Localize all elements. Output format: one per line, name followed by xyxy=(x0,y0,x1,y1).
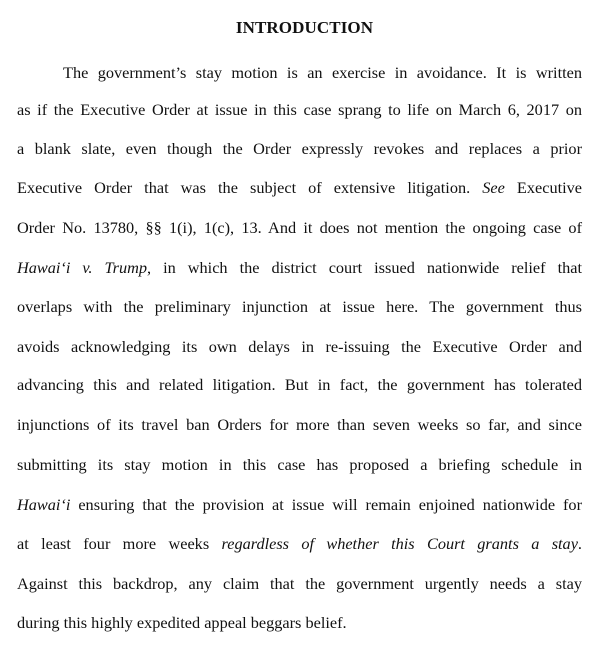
text-line-15 xyxy=(17,613,582,633)
text-segment: Executive Order that was the subject of extensive litigation. xyxy=(17,178,483,197)
text-segment: during this highly expedited appeal beggars belief. xyxy=(17,613,347,632)
italic-text: Hawai‘i v. Trump xyxy=(17,258,148,277)
text-line-6 xyxy=(17,258,582,278)
text-line-8 xyxy=(17,337,582,357)
italic-text: See xyxy=(482,178,505,197)
text-segment: injunctions of its travel ban Orders for more than seven weeks so far, and since xyxy=(17,415,582,434)
italic-text: Hawai‘i xyxy=(17,495,71,514)
text-line-14 xyxy=(17,574,582,594)
text-segment: at least four more weeks xyxy=(17,534,222,553)
text-line-3 xyxy=(17,139,582,159)
text-line-2 xyxy=(17,100,582,120)
text-segment: Order No. 13780, §§ 1(i), 1(c), 13. And it does not mention the ongoing case of xyxy=(17,218,582,237)
text-segment: . xyxy=(577,534,582,553)
text-segment: overlaps with the preliminary injunction at issue here. The government thus xyxy=(17,297,582,316)
text-segment: Executive xyxy=(504,178,582,197)
text-segment: a blank slate, even though the Order expressly revokes and replaces a prior xyxy=(17,139,582,158)
text-segment: The government’s stay motion is an exercise in avoidance. It is written xyxy=(63,63,582,82)
text-line-13 xyxy=(17,534,582,554)
section-heading: INTRODUCTION xyxy=(235,18,374,37)
text-line-12 xyxy=(17,495,582,515)
text-segment: Against this backdrop, any claim that the government urgently needs a stay xyxy=(17,574,582,593)
text-line-5 xyxy=(17,218,582,238)
text-line-4 xyxy=(17,178,582,198)
text-segment: , in which the district court issued nationwide relief that xyxy=(147,258,582,277)
text-line-11 xyxy=(17,455,582,475)
italic-text: regardless of whether this Court grants a stay xyxy=(221,534,578,553)
text-segment: submitting its stay motion in this case has proposed a briefing schedule in xyxy=(17,455,582,474)
text-segment: ensuring that the provision at issue will remain enjoined nationwide for xyxy=(70,495,582,514)
text-segment: advancing this and related litigation. But in fact, the government has tolerated xyxy=(17,375,582,394)
text-segment: avoids acknowledging its own delays in re-issuing the Executive Order and xyxy=(17,337,582,356)
text-line-7 xyxy=(17,297,582,317)
text-line-9 xyxy=(17,375,582,395)
text-line-1 xyxy=(63,63,582,83)
text-segment: as if the Executive Order at issue in this case sprang to life on March 6, 2017 on xyxy=(17,100,582,119)
text-line-10 xyxy=(17,415,582,435)
